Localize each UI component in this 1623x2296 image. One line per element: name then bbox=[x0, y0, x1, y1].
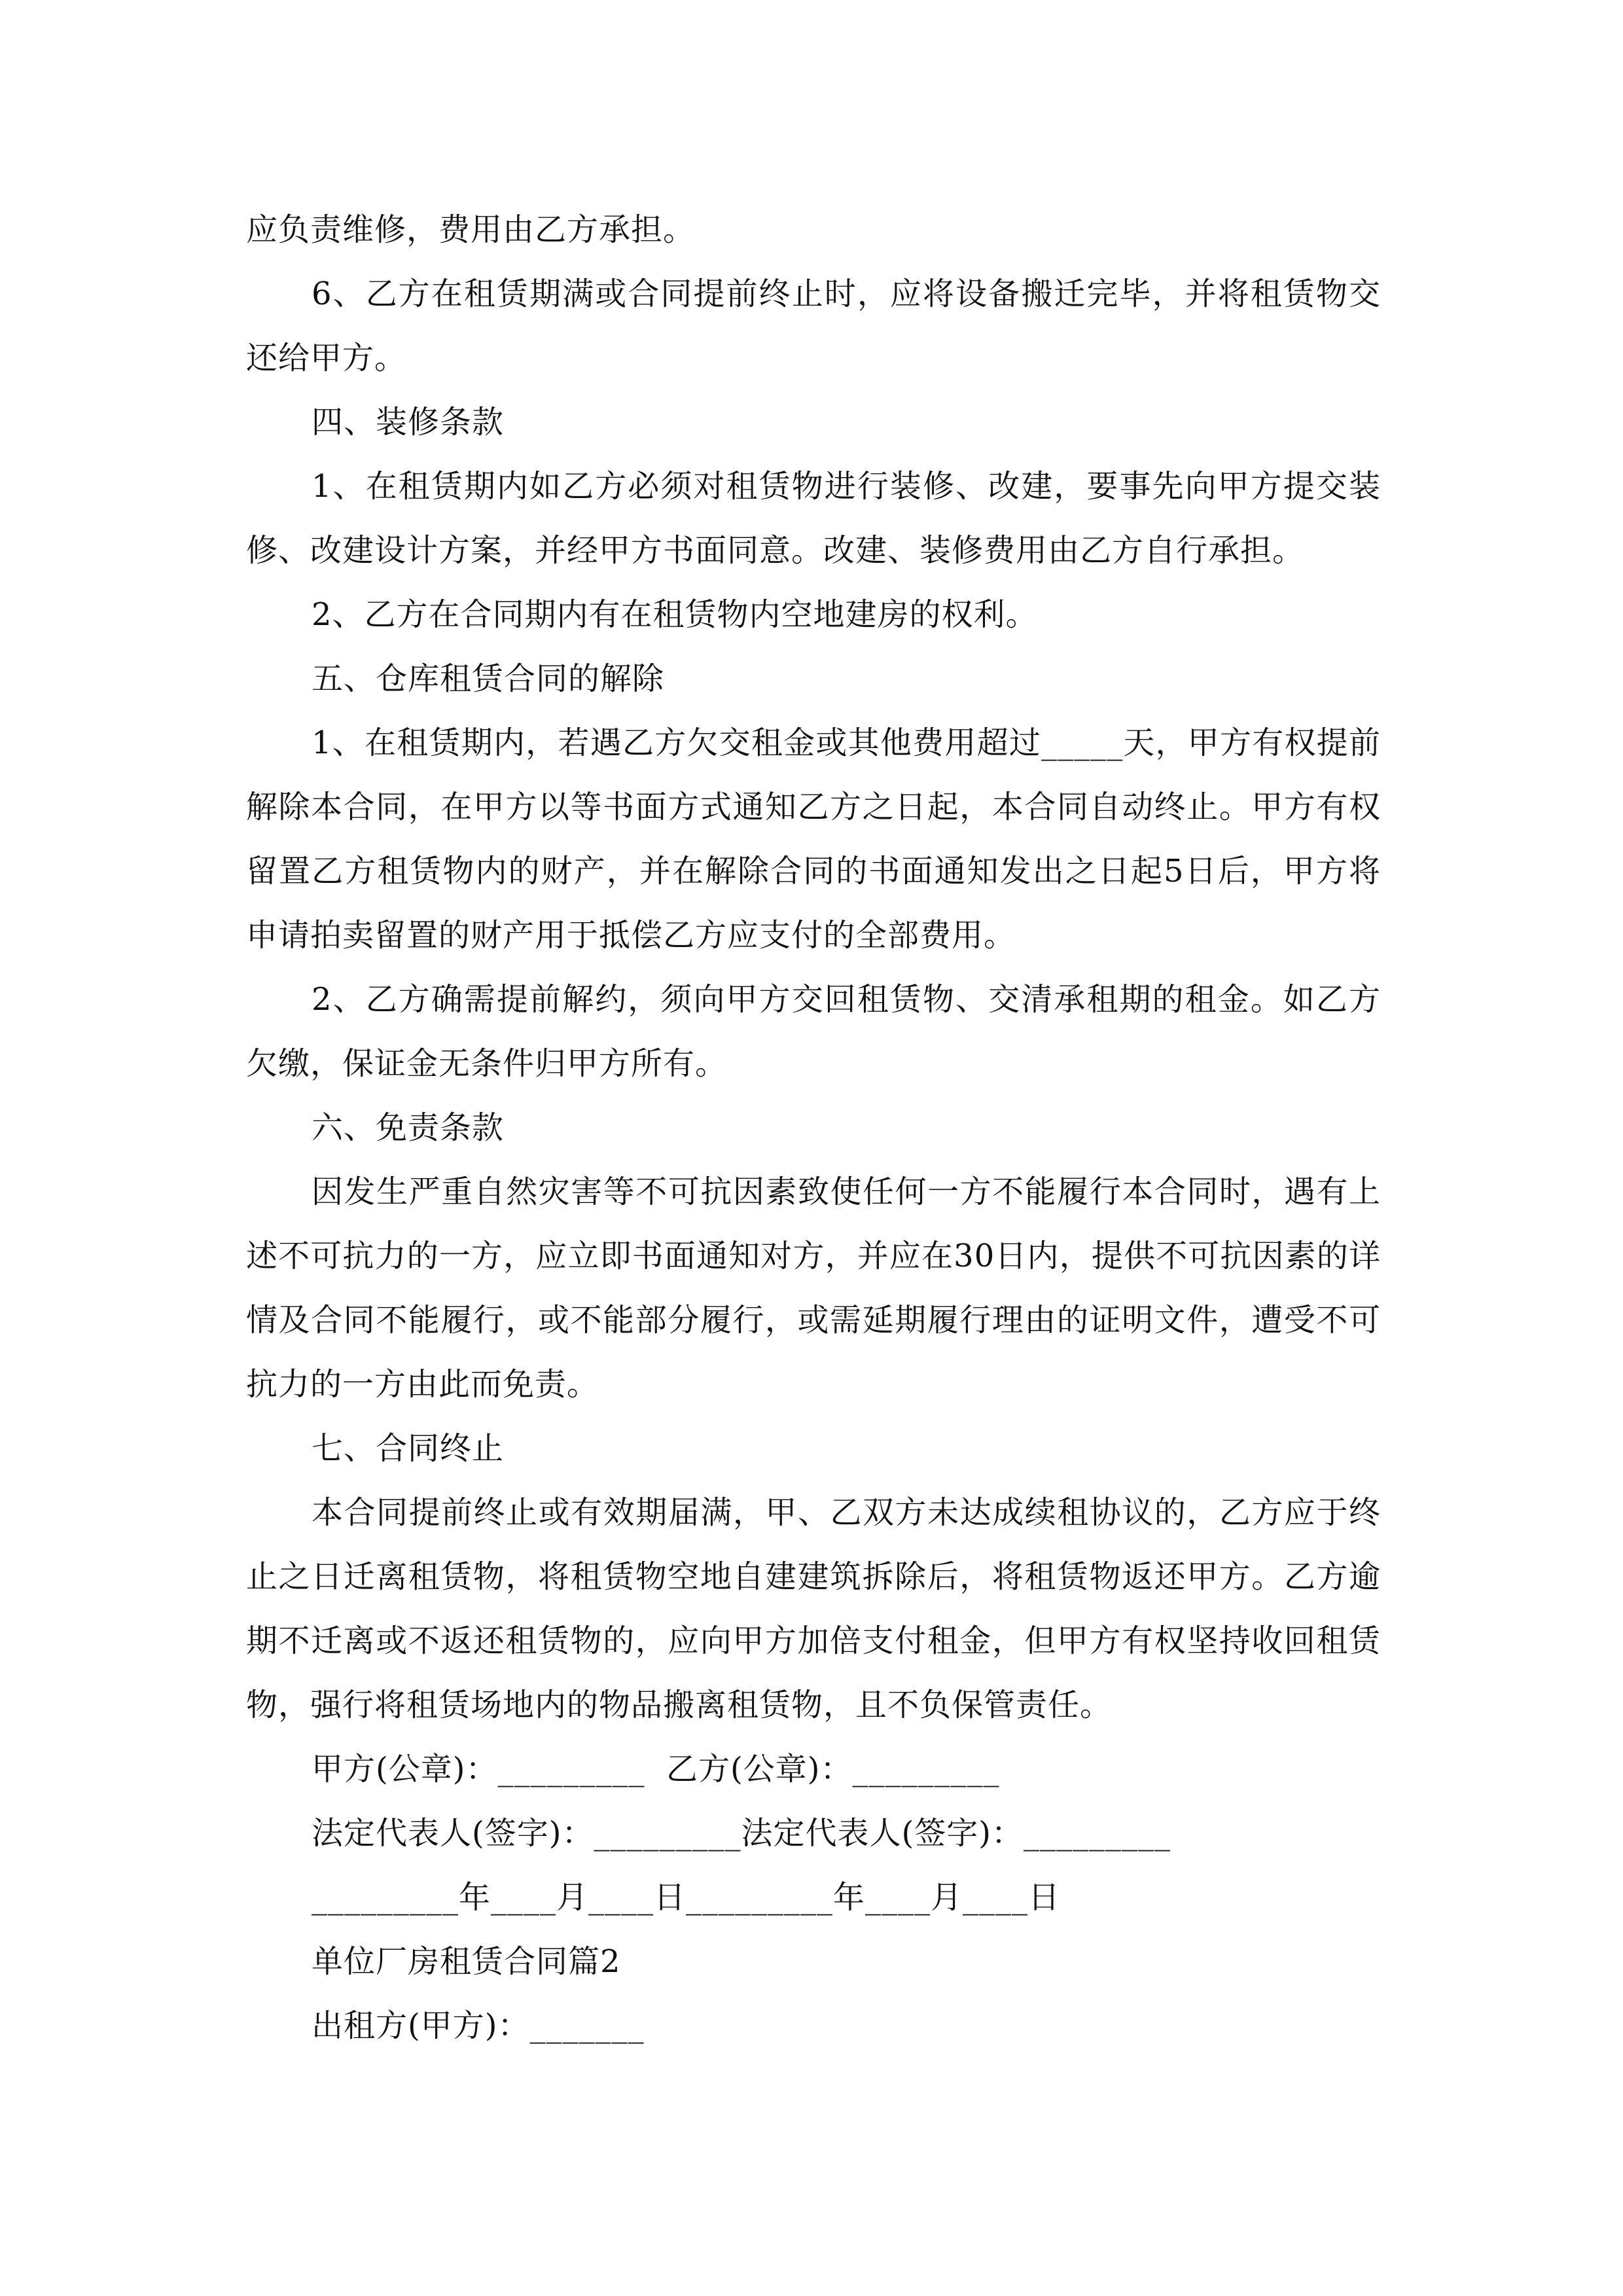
section-heading-7: 七、合同终止 bbox=[312, 1430, 505, 1467]
paragraph-clause-4-1: 1、在租赁期内如乙方必须对租赁物进行装修、改建，要事先向甲方提交装修、改建设计方案，并经甲方书面同意。改建、装修费用由乙方自行承担。 bbox=[246, 468, 1381, 569]
paragraph-clause-5-2: 2、乙方确需提前解约，须向甲方交回租赁物、交清承租期的租金。如乙方欠缴，保证金无条件归甲方所有。 bbox=[246, 981, 1381, 1082]
seal-line bbox=[246, 1737, 1381, 1801]
lessor-line bbox=[246, 1994, 1381, 2058]
party-b-seal-label: 乙方(公章)： bbox=[666, 1751, 853, 1787]
party-b-rep-label: 法定代表人(签字)： bbox=[741, 1815, 1024, 1852]
party-a-seal-label: 甲方(公章)： bbox=[312, 1751, 498, 1787]
paragraph-clause-7: 本合同提前终止或有效期届满，甲、乙双方未达成续租协议的，乙方应于终止之日迁离租赁物，将租赁物空地自建建筑拆除后，将租赁物返还甲方。乙方逾期不迁离或不返还租赁物的，应向甲方加倍支付租金，但甲方有权坚持收回租赁物，强行将租赁场地内的物品搬离租赁物，且不负保管责任。 bbox=[246, 1494, 1381, 1723]
paragraph-clause-3-6: 6、乙方在租赁期满或合同提前终止时，应将设备搬迁完毕，并将租赁物交还给甲方。 bbox=[246, 276, 1381, 376]
lessor-label: 出租方(甲方)： bbox=[312, 2007, 530, 2044]
party-a-seal-blank[interactable]: _________ bbox=[497, 1751, 645, 1787]
party-b-rep-blank[interactable]: _________ bbox=[1023, 1815, 1171, 1852]
section-heading-6: 六、免责条款 bbox=[312, 1109, 505, 1146]
date-line[interactable]: _________年____月____日_________年____月____日 bbox=[312, 1879, 1061, 1916]
document-body bbox=[246, 198, 1381, 2058]
contract-section-title: 单位厂房租赁合同篇2 bbox=[312, 1943, 621, 1980]
paragraph-clause-5-1: 1、在租赁期内，若遇乙方欠交租金或其他费用超过_____天，甲方有权提前解除本合同，在甲方以等书面方式通知乙方之日起，本合同自动终止。甲方有权留置乙方租赁物内的财产，并在解除合同的书面通知发出之日起5日后，甲方将申请拍卖留置的财产用于抵偿乙方应支付的全部费用。 bbox=[246, 725, 1381, 954]
party-a-rep-label: 法定代表人(签字)： bbox=[312, 1815, 594, 1852]
paragraph-continuation: 应负责维修，费用由乙方承担。 bbox=[246, 211, 696, 248]
section-heading-5: 五、仓库租赁合同的解除 bbox=[312, 660, 665, 697]
section-heading-4: 四、装修条款 bbox=[312, 404, 505, 440]
party-b-seal-blank[interactable]: _________ bbox=[852, 1751, 1000, 1787]
party-a-rep-blank[interactable]: _________ bbox=[594, 1815, 741, 1852]
lessor-blank[interactable]: _______ bbox=[529, 2007, 645, 2044]
paragraph-clause-4-2: 2、乙方在合同期内有在租赁物内空地建房的权利。 bbox=[312, 596, 1038, 633]
paragraph-clause-6: 因发生严重自然灾害等不可抗因素致使任何一方不能履行本合同时，遇有上述不可抗力的一方，应立即书面通知对方，并应在30日内，提供不可抗因素的详情及合同不能履行，或不能部分履行，或需延期履行理由的证明文件，遭受不可抗力的一方由此而免责。 bbox=[246, 1174, 1381, 1403]
representative-line bbox=[246, 1801, 1381, 1865]
